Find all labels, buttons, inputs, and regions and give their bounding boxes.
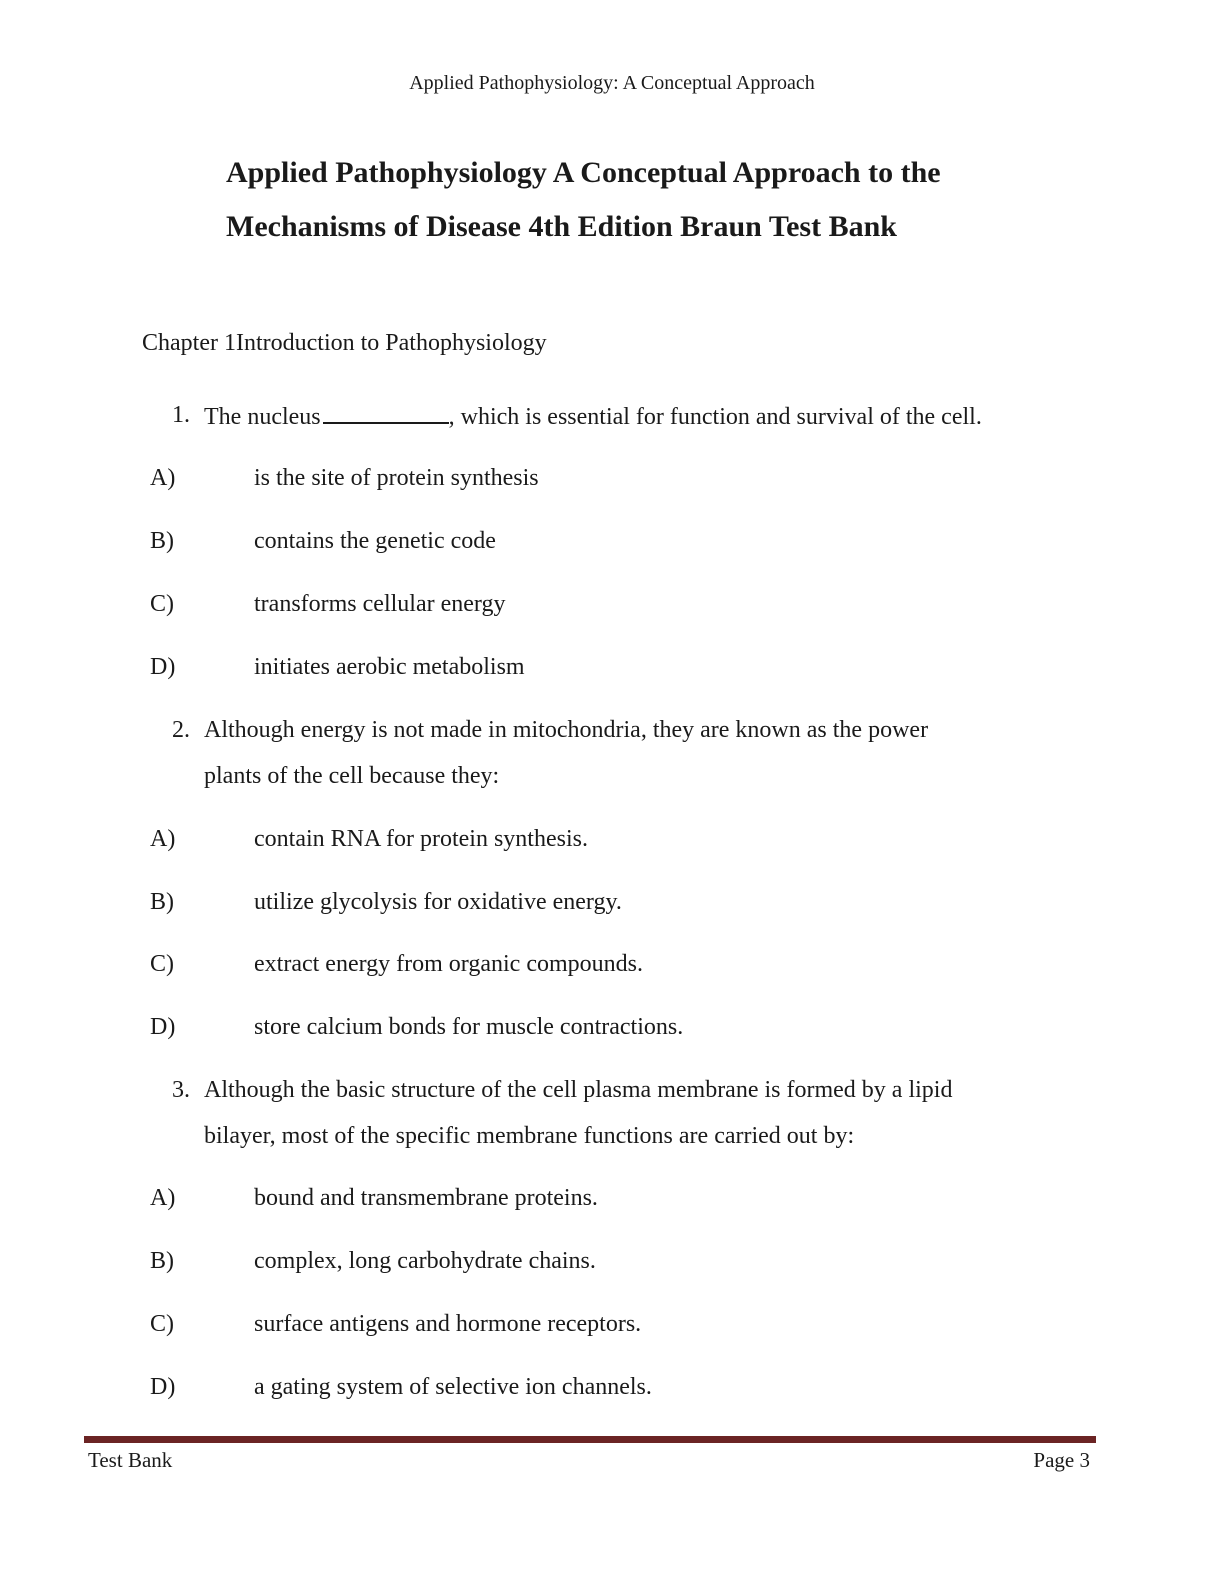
option-text: initiates aerobic metabolism	[254, 654, 525, 680]
option-text: transforms cellular energy	[254, 591, 506, 617]
option-text: contains the genetic code	[254, 528, 496, 554]
answer-blank	[323, 402, 449, 424]
option-letter: B)	[150, 1248, 174, 1274]
option-letter: C)	[150, 1311, 174, 1337]
question-number: 2.	[172, 717, 190, 743]
option-text: utilize glycolysis for oxidative energy.	[254, 889, 622, 915]
option-letter: A)	[150, 826, 176, 852]
footer-label: Test Bank	[88, 1448, 173, 1472]
title-line-2: Mechanisms of Disease 4th Edition Braun Test Bank	[226, 210, 897, 243]
question-stem	[204, 402, 982, 431]
chapter-heading: Chapter 1Introduction to Pathophysiology	[142, 330, 547, 356]
question-stem-line-2: bilayer, most of the specific membrane functions are carried out by:	[204, 1123, 855, 1149]
stem-before-blank: The nucleus	[204, 404, 321, 430]
option-text: bound and transmembrane proteins.	[254, 1185, 598, 1211]
option-letter: D)	[150, 1014, 176, 1040]
option-letter: C)	[150, 591, 174, 617]
option-letter: B)	[150, 889, 174, 915]
running-header: Applied Pathophysiology: A Conceptual Approach	[409, 72, 815, 94]
page-number: Page 3	[1033, 1448, 1090, 1472]
option-text: is the site of protein synthesis	[254, 465, 539, 491]
document-title	[226, 146, 1126, 254]
question-number: 1.	[172, 402, 190, 428]
option-text: extract energy from organic compounds.	[254, 951, 643, 977]
question-stem-line-1: Although the basic structure of the cell plasma membrane is formed by a lipid	[204, 1077, 953, 1103]
stem-after-blank: , which is essential for function and survival of the cell.	[448, 404, 982, 430]
option-text: complex, long carbohydrate chains.	[254, 1248, 596, 1274]
question-number: 3.	[172, 1077, 190, 1103]
option-letter: D)	[150, 654, 176, 680]
option-letter: A)	[150, 1185, 176, 1211]
footer-rule	[84, 1436, 1096, 1443]
option-text: contain RNA for protein synthesis.	[254, 826, 588, 852]
option-text: store calcium bonds for muscle contractions.	[254, 1014, 684, 1040]
option-letter: B)	[150, 528, 174, 554]
option-letter: D)	[150, 1374, 176, 1400]
option-letter: A)	[150, 465, 176, 491]
option-text: surface antigens and hormone receptors.	[254, 1311, 642, 1337]
option-text: a gating system of selective ion channels.	[254, 1374, 652, 1400]
question-stem-line-1: Although energy is not made in mitochondria, they are known as the power	[204, 717, 929, 743]
question-stem-line-2: plants of the cell because they:	[204, 763, 500, 789]
option-letter: C)	[150, 951, 174, 977]
title-line-1: Applied Pathophysiology A Conceptual Approach to the	[226, 156, 941, 189]
